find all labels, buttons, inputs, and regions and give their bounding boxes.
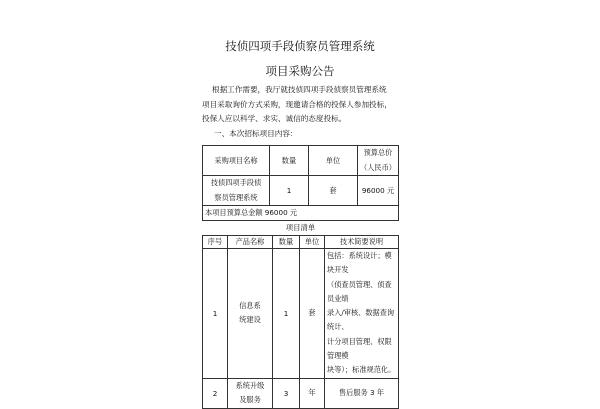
cell-list-qty: 1 xyxy=(273,249,300,379)
desc-line: （侦查员管理、侦查员业绩 xyxy=(327,279,392,303)
cell-qty: 1 xyxy=(270,176,309,206)
cell-no: 1 xyxy=(203,249,228,379)
cell-line: 及服务 xyxy=(239,395,261,405)
header-price xyxy=(358,146,399,176)
list-title: 项目清单 xyxy=(285,223,316,232)
cell-line: 系统升级 xyxy=(235,380,265,390)
cell-list-unit: 年 xyxy=(300,378,325,408)
cell-project-name xyxy=(203,176,270,206)
cell-line: 技侦四项手段侦 xyxy=(210,178,262,187)
header-list-qty: 数量 xyxy=(273,236,300,249)
desc-line: 包括：系统设计；模块开发 xyxy=(327,251,392,275)
header-qty: 数量 xyxy=(270,146,309,176)
intro-line: 投保人应以科学、求实、诚信的态度投标。 xyxy=(202,114,347,123)
header-price-line: 预算总价 xyxy=(363,148,393,157)
procurement-row xyxy=(203,176,399,206)
header-list-unit: 单位 xyxy=(300,236,325,249)
header-product-name: 产品名称 xyxy=(228,236,273,249)
cell-tech-desc xyxy=(325,249,399,379)
cell-unit: 套 xyxy=(309,176,358,206)
header-price-line: （人民币） xyxy=(360,162,396,172)
cell-list-qty: 3 xyxy=(273,378,300,408)
cell-line: 察员管理系统 xyxy=(214,192,258,202)
intro-line: 根据工作需要，我厅就技侦四项手段侦察员管理系统 xyxy=(212,85,387,94)
item-list-table xyxy=(202,235,399,409)
list-row xyxy=(203,249,399,379)
procurement-table xyxy=(202,145,399,221)
document-title: 技侦四项手段侦察员管理系统 xyxy=(225,39,375,53)
header-tech-desc: 技术简要说明 xyxy=(325,236,399,249)
header-no: 序号 xyxy=(203,236,228,249)
intro-paragraph xyxy=(202,83,392,141)
cell-product-name xyxy=(228,249,273,379)
cell-tech-desc: 售后服务 3 年 xyxy=(325,378,399,408)
desc-line: 块等）；标准规范化。 xyxy=(327,365,396,375)
cell-no: 2 xyxy=(203,378,228,408)
procurement-total-row xyxy=(203,206,399,221)
desc-line: 录入/审核、数据查询统计、 xyxy=(327,308,395,332)
cell-total: 本项目预算总金额 96000 元 xyxy=(203,206,399,221)
cell-price: 96000 元 xyxy=(358,176,399,206)
section-heading: 一、本次招标项目内容： xyxy=(214,128,298,138)
header-unit: 单位 xyxy=(309,146,358,176)
list-row xyxy=(203,378,399,408)
document-subtitle: 项目采购公告 xyxy=(265,64,335,78)
cell-list-unit: 套 xyxy=(300,249,325,379)
procurement-header-row xyxy=(203,146,399,176)
intro-line: 项目采取询价方式采购，现邀请合格的投保人参加投标， xyxy=(202,99,392,109)
header-project-name: 采购项目名称 xyxy=(203,146,270,176)
desc-line: 计分项目管理、权限管理模 xyxy=(327,336,392,361)
cell-line: 信息系 xyxy=(239,300,261,310)
cell-product-name xyxy=(228,378,273,408)
list-header-row xyxy=(203,236,399,249)
cell-line: 统建设 xyxy=(239,315,261,325)
